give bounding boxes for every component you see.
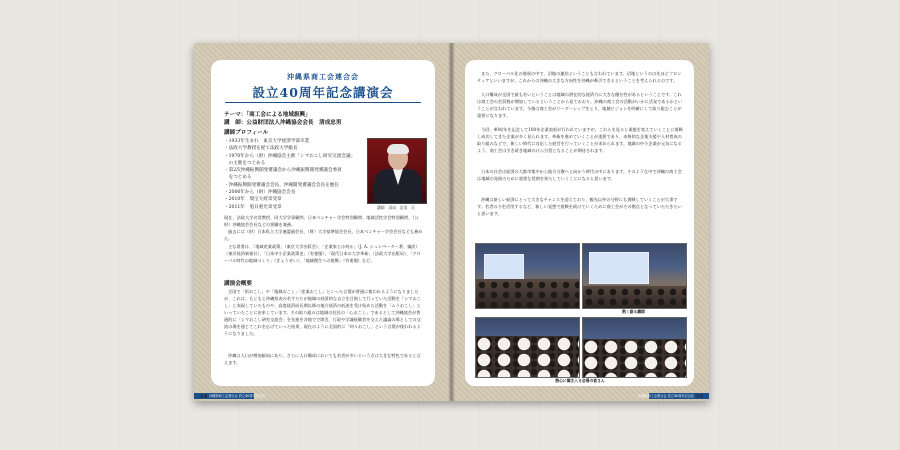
career-item: ・2006年から（財）沖縄協会会長 [224, 190, 296, 196]
lecture-theme: テーマ：「商工会による地域振興」 [224, 112, 311, 118]
right-page [451, 43, 709, 401]
section-heading: 講演会概要 [224, 281, 252, 287]
body-paragraph: 現在、法政大学名誉教授、同大学学事顧問、日本ベンチャー学会特別顧問、地域活性学会特別顧問、（公財）沖縄協会会長などの要職を兼務。 [224, 215, 419, 227]
left-content-card [211, 60, 435, 386]
profile-heading: 講師プロフィール [224, 130, 269, 136]
career-item: ・1933年生まれ 東京大学経済学部卒業 [224, 139, 310, 144]
photo-caption: 熱く語る講師 [622, 309, 645, 314]
body-paragraph: また、グローバル化の進展の中で、沼地の連結ということも言われています。沼地というのは先ほどフロンティアといいますが、これからの沖縄の大きな方向性を沖縄が牽引できるということを考えられるのです。 [477, 71, 682, 83]
lecture-speaker: 講 師：公益財団法人沖縄協会会長 清成忠男 [224, 120, 342, 126]
body-paragraph: 過去には（財）日本私立大学連盟副会長、（財）大学基準協会会長、日本ベンチャー学会会長なども務めた。 [224, 229, 423, 241]
audience-photo [582, 317, 687, 378]
career-item: をつとめる [224, 175, 252, 181]
career-item: ・2011年 旭日重光章受章 [224, 204, 282, 210]
booklet-spread [194, 43, 709, 401]
title-divider [225, 102, 421, 103]
right-content-card [465, 60, 694, 386]
career-item: ・2010年 瑞宝大綬章受章 [224, 197, 282, 203]
career-list [224, 138, 374, 211]
body-paragraph: 全国で「街おこし」や「地域おこし」「産業おこし」といった言葉が普通に使われるようになりましたが、これは、もともと沖縄県表の若手たちが地域の経済的な自立を目指して行っていた活動を「シマおこし」と表現していたものや、高度経済成長期以降の地方経済の低迷を受け始めた活動を「ムラおこし」といっていたことに由来しています。その取り組みは地域の住民の「心おこし」であるとして沖縄協会が普通的に「シマおこし研究交流会」を先進を各地でで開き、行政や学識経験者を交えた議論の場としての交流の場を通じてこれを広げていった結果、現在のように全国的に「何々おこし」という言葉が使われるようになりました。 [224, 289, 421, 336]
left-page [194, 43, 451, 401]
career-item: の主催をつとめる [224, 160, 266, 166]
speaker-photo [367, 138, 427, 204]
body-paragraph: 主な著書は、「地域産業政策」（東京大学出版会）、「企業家とは何か」（J. A. シュンペーター著、編訳）（東洋経済新報社）、「日本中小企業政策史」（有斐閣）、「現代日本の大学革新」（法政大学出版局）、「グローバル時代の地域づくり」（ぎょうせい）、「地域創生への挑戦」（有斐閣）など。 [224, 244, 421, 263]
projection-screen [484, 254, 524, 280]
page-gutter [448, 43, 455, 401]
speaker-stage-photo [582, 243, 687, 309]
photo-caption: 熱心に聞き入る会場の皆さん [555, 378, 605, 383]
projection-screen [589, 252, 649, 284]
career-item: ・第2次沖縄振興開発審議会から沖縄振興開発審議会委員 [224, 168, 342, 174]
lecture-hall-photo [475, 243, 580, 309]
page-number: 14 [200, 394, 207, 400]
body-paragraph: 日本の社会は経済の大都市集中から地方分散へと向かう時代の中にあります。そのような中で沖縄の商工会は地域の発展のために重要な役割を果たしていくことになると思います。 [477, 169, 682, 181]
career-item: ・1970年から（財）沖縄協会主催「シマおこし研究交流会議」 [224, 153, 356, 159]
footer-text: 沖縄県商工会連合会 設立40周年記念誌 [637, 394, 694, 398]
speaker-photo-caption: 講師 清成 忠男 氏 [377, 205, 415, 210]
career-item: ・法政大学教授を経て法政大学総長 [224, 146, 298, 152]
page-number: 15 [696, 394, 703, 400]
body-paragraph: 沖縄は新しい経済にとって大きなチャンスを迎えており、観光以外の分野にも挑戦していくことが大事です。若者の力を活用するなど、新しい発想で挑戦を続けていくために商工会がその拠点となっていただきたいと思います。 [477, 197, 682, 216]
body-paragraph: 沖縄は人口が増加傾向にあり、さらに人口構成においても若者が多いという点は大きな特色であると言えます。 [224, 353, 421, 365]
page-title: 設立40周年記念講演会 [252, 85, 394, 100]
audience-photo [475, 317, 580, 378]
body-paragraph: 人口構成が全国で最も若いということは地域の潜在的な経済力に大きな優位性があるということです。これは商工会の会員数が増加しているということから見ておおり、沖縄の商工会の活動がいかに活発であるかということが言われています。今後は商工会がリーダーシップをとり、地域ビジョンを明確にして取り組むことが重要になります。 [477, 92, 683, 118]
organization-name: 沖縄県商工会連合会 [287, 72, 359, 81]
body-paragraph: 今回、40周年を記念して100年企業表彰が行われていますが、これらを見ると業態を変えていくことに挑戦し成功してきた企業が多く見られます。革新を進めていくことが重要であり、本格的な企業支援や人材育成の取り組みなどで、新しい時代に対応した経営を行っていくことが求められます。地域の中小企業が元気になるよう、商工会は引き続き地域のけん引役となることが期待されます。 [477, 127, 683, 153]
career-item: ・沖縄振興開発審議会会長、沖縄開発審議会会長を歴任 [224, 182, 339, 188]
footer-text: 沖縄県商工会連合会 設立40周年記念誌 [209, 394, 266, 398]
